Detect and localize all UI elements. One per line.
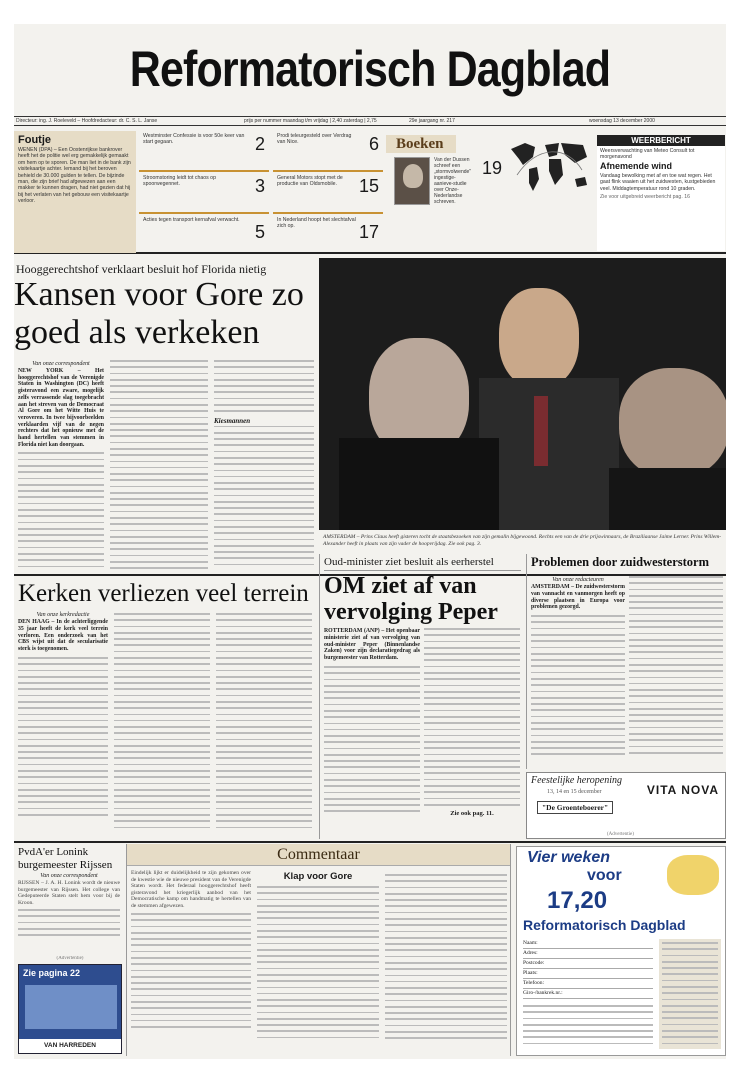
teaser-page-number: 6 (368, 134, 379, 154)
lead-byline: Van onze correspondent (32, 361, 90, 367)
weather-more: Zie voor uitgebreid weerbericht pag. 16 (600, 194, 690, 201)
teaser-text: Stroomstoring leidt tot chaos op spoorwegennet. (143, 175, 216, 188)
boeken-page-number: 19 (481, 158, 502, 178)
teaser-divider (139, 212, 269, 214)
vita-brand: VITA NOVA (646, 783, 719, 797)
date-line: woensdag 13 december 2000 (589, 118, 655, 124)
teaser-item[interactable] (273, 215, 383, 253)
author-portrait (403, 164, 423, 188)
photo-coat-right (609, 468, 726, 530)
teaser-item[interactable] (273, 173, 383, 211)
teaser-page-number: 2 (254, 134, 265, 154)
info-bar (14, 116, 726, 126)
teaser-item[interactable] (139, 173, 269, 211)
world-map-image (507, 135, 591, 205)
kerken-story (14, 577, 314, 839)
sub-title-1: Vier weken (527, 849, 611, 866)
sub-field-rekening[interactable]: Giro-/bankrek.nr.: (523, 989, 653, 999)
teaser-row (14, 131, 726, 254)
lead-headline: Kansen voor Gore zo goed als verkeken (14, 276, 304, 351)
harreden-title: Zie pagina 22 (23, 968, 81, 978)
photo-person-right (619, 368, 726, 478)
teaser-column-1 (139, 131, 269, 253)
staff-line: Directeur: ing. J. Roeleveld – Hoofdredacteur: dr. C. S. L. Janse (16, 118, 158, 124)
sub-title-2: voor (587, 867, 622, 884)
teaser-text: Westminster Confessie is voor 50e keer van start gegaan. (143, 133, 245, 146)
teaser-divider (139, 170, 269, 172)
kerken-body (18, 657, 108, 816)
kerken-headline: Kerken verliezen veel terrein (18, 580, 309, 607)
sub-field-plaats[interactable]: Plaats: (523, 969, 653, 979)
masthead-title: Reformatorisch Dagblad (129, 41, 611, 97)
photo-coat (339, 438, 499, 530)
weather-headline: Afnemende wind (600, 160, 673, 171)
peper-body (324, 666, 420, 812)
vita-nova-ad[interactable] (526, 772, 726, 839)
storm-body (531, 615, 625, 755)
storm-story (526, 554, 726, 769)
peper-more-link[interactable]: Zie ook pag. 11. (450, 810, 494, 818)
vita-dates: 13, 14 en 15 december (547, 789, 602, 795)
photo-tie (534, 396, 548, 466)
lead-photo (319, 258, 726, 530)
teaser-item[interactable] (273, 131, 383, 169)
teaser-text: Acties tegen transport kernafval verwacht. (143, 217, 240, 223)
weather-box (507, 131, 726, 253)
lead-kicker: Hooggerechtshof verklaart besluit hof Florida nietig (16, 262, 267, 276)
price-line: prijs per nummer maandag t/m vrijdag | 2,40 zaterdag | 2,75 (244, 118, 377, 124)
peper-headline: OM ziet af van vervolging Peper (324, 570, 521, 625)
teaser-page-number: 3 (254, 176, 265, 196)
teaser-page-number: 5 (254, 222, 265, 242)
foutje-text: WENEN (DPA) – Een Oostenrijkse bankrover heeft het de politie wel erg gemakkelijk gemaakt om hem op te sporen. De man liet in de bank zijn visitekaartje achter. Iemand bij het beroven behield de 30.000 gulden te tellen. De bijzinde man, die zijn brief had afgewezen aan een makker te kunnen dragen, had niet gezien dat hij bij het verlaten van het gebouw een visitekaartje verloor. (18, 147, 131, 205)
newspaper-page (14, 24, 726, 1059)
lonink-text: RIJSSEN – J. A. H. Lonink wordt de nieuwe burgemeester van Rijssen. Het college van Gedeputeerde Staten stelt hem voor bij de Kroon. (18, 880, 120, 906)
photo-suit (479, 378, 619, 530)
subscription-ad[interactable] (516, 846, 726, 1056)
harreden-brand: VAN HARREDEN (19, 1039, 121, 1053)
commentaar-header: Commentaar (127, 844, 510, 866)
commentaar-intro: Eindelijk lijkt er duidelijkheid te zijn gekomen over de kwestie wie de nieuwe president van de Verenigde Staten wordt. Het federaal hooggerechtshof heeft gisteravond het kriegerlijk aanbod van het Democratische kamp om handmatig te hertellen van de stemmen afgewezen. (131, 870, 251, 909)
sub-field-adres[interactable]: Adres: (523, 949, 653, 959)
peper-kicker: Oud-minister ziet besluit als eerherstel (324, 556, 494, 568)
teaser-text: Prodi teleurgesteld over Verdrag van Nice. (277, 133, 352, 146)
foutje-box (14, 131, 136, 253)
peper-intro: ROTTERDAM (ANP) – Het openbaar ministerie ziet af van vervolging van oud-minister Peper (Binnenlandse Zaken) voor zijn declaratiegedrag als burgemeester van Rotterdam. (324, 628, 420, 662)
commentaar-title: Klap voor Gore (283, 871, 353, 882)
sub-form (523, 939, 653, 1049)
commentaar-section (126, 844, 511, 1056)
lonink-byline: Van onze correspondent (40, 873, 98, 879)
vita-heropening: Feestelijke heropening (531, 775, 622, 786)
weather-panel (597, 135, 725, 251)
sub-field-naam[interactable]: Naam: (523, 939, 653, 949)
teaser-divider (273, 212, 383, 214)
sub-decoration (667, 855, 719, 895)
teaser-text: General Motors stopt met de productie van Oldsmobile. (277, 175, 343, 188)
weather-title: WEERBERICHT (597, 135, 725, 146)
weather-text: Vandaag bewolking met af en toe wat regen. Het gaat flink waaien uit het zuidwesten, kustgebieden veel. Middagtemperatuur rond 10 graden. (600, 172, 716, 192)
kerken-body-2 (114, 613, 210, 833)
lead-subhead: Kiesmannen (214, 416, 251, 425)
teaser-column-2 (273, 131, 383, 253)
teaser-text: In Nederland hoopt het slechtafval zich op. (277, 217, 356, 230)
peper-story (319, 554, 521, 839)
foutje-title: Foutje (18, 134, 51, 146)
lead-intro: NEW YORK – Het hooggerechtshof van de Verenigde Staten in Washington (DC) heeft gisteravond een zware, mogelijk zelfs verrassende slag toegebracht aan het streven van de Democraat Al Gore om het Witte Huis te veroveren. In twee bijvoorbeelden verklaarden vijf van de negen rechters dat het opnieuw met de hand hertellen van stemmen in Florida niet kan doorgaan. (18, 368, 104, 448)
storm-intro: AMSTERDAM – De zuidwesterstorm van vannacht en vanmorgen heeft op diverse plaatsen in Europa voor problemen gezorgd. (531, 584, 625, 611)
kerken-intro: DEN HAAG – In de achterliggende 35 jaar heeft de kerk veel terrein verloren. Een onderzoek van het CBS wijst uit dat de secularisatie sterk is toegenomen. (18, 619, 108, 653)
kerken-body-3 (216, 613, 312, 833)
lead-column-2 (110, 360, 208, 572)
storm-headline: Problemen door zuidwesterstorm (531, 555, 709, 569)
teaser-page-number: 15 (358, 176, 379, 196)
lonink-headline: PvdA'er Lonink burgemeester Rijssen (18, 846, 113, 871)
masthead (14, 24, 726, 114)
ad-label: (Advertentie) (56, 956, 84, 961)
lead-column-1 (18, 360, 104, 572)
vita-store: "De Groenteboerer" (537, 801, 613, 814)
photo-person-young (499, 288, 579, 388)
sub-info-panel (659, 939, 721, 1049)
sub-price: 17,20 (547, 887, 608, 914)
sub-field-telefoon[interactable]: Telefoon: (523, 979, 653, 989)
lead-headline-area (14, 276, 314, 356)
boeken-text: Van der Dussen schreef een „stormvolwende" ingestige-aanieve-studie over Onze-Nederlandse schreven. (434, 157, 472, 205)
boeken-box[interactable] (386, 131, 504, 253)
lead-column-3 (214, 360, 314, 572)
storm-body-2 (629, 576, 723, 758)
peper-body-2 (424, 628, 520, 806)
kerken-byline: Van onze kerkredactie (36, 612, 90, 618)
photo-caption: AMSTERDAM – Prins Claus heeft gisteren tocht de staatsbezoeken van zijn gemalin bijgewoond. Rechts een van de drie prijswinnaars, de Braziliaanse Jaime Lerner. Prins Willem-Alexander heeft in plaats van zijn vader de hoopvrijdag. Zie ook pag. 3. (323, 534, 722, 547)
volume-line: 29e jaargang nr. 217 (409, 118, 455, 124)
lead-body-text (18, 452, 104, 572)
boeken-title: Boeken (386, 135, 456, 153)
ad-label: (Advertentie) (607, 832, 634, 837)
sub-field-postcode[interactable]: Postcode: (523, 959, 653, 969)
teaser-page-number: 17 (358, 222, 379, 242)
storm-byline: Van onze redacteuren (552, 577, 604, 583)
lonink-story (14, 844, 124, 954)
section-rule (14, 841, 726, 843)
harreden-image (25, 985, 117, 1029)
teaser-divider (273, 170, 383, 172)
teaser-item[interactable] (139, 131, 269, 169)
harreden-box (18, 964, 122, 1054)
harreden-ad[interactable] (18, 956, 122, 1056)
sub-paper-name: Reformatorisch Dagblad (523, 917, 686, 933)
book-cover-image (394, 157, 430, 205)
weather-intro: Weersverwachting van Meteo Consult tot morgenavond (600, 148, 695, 161)
teaser-item[interactable] (139, 215, 269, 253)
